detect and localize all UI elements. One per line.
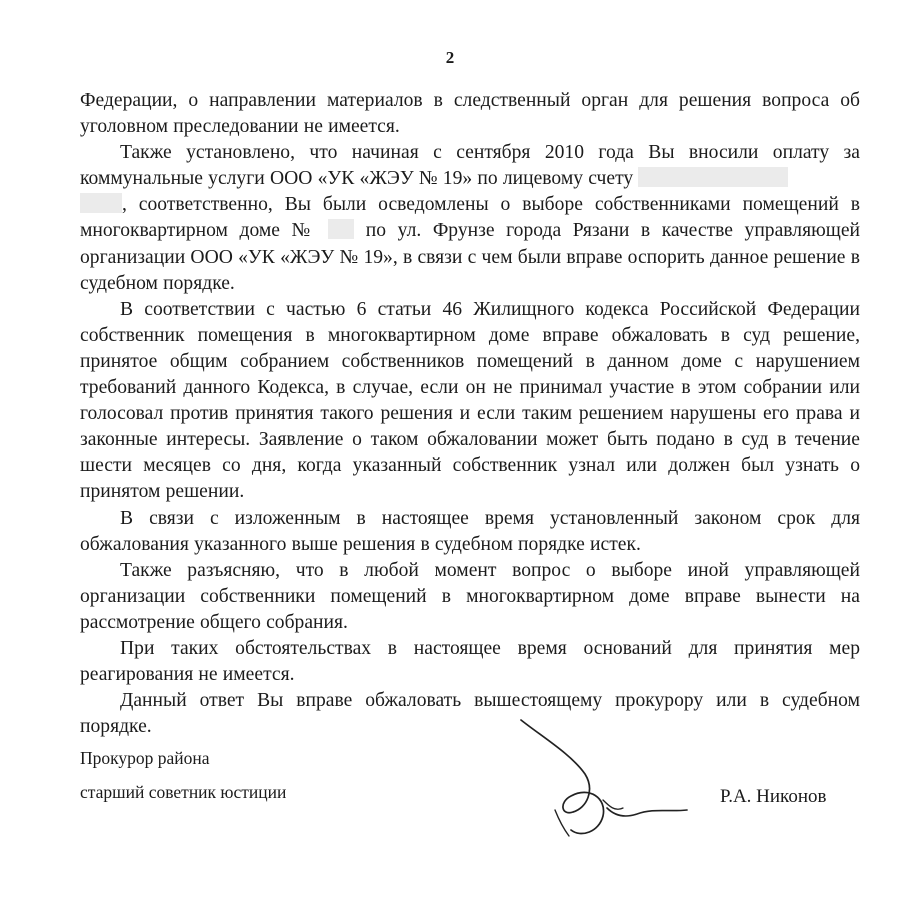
paragraph-4: В связи с изложенным в настоящее время установленный законом срок для обжалования указанного выше решения в судебном порядке истек. (80, 507, 860, 555)
paragraph-5: Также разъясняю, что в любой момент вопрос о выборе иной управляющей организации собственники помещений в многоквартирном доме вправе вынести на рассмотрение общего собрания. (80, 559, 860, 633)
signatory-position: Прокурор района (80, 748, 210, 768)
signatory-rank: старший советник юстиции (80, 782, 287, 802)
page-number: 2 (445, 48, 455, 67)
paragraph-2-part-1: Также установлено, что начиная с сентября 2010 года Вы вносили оплату за коммунальные услуги ООО «УК «ЖЭУ № 19» по лицевому счету (80, 142, 860, 190)
paragraph-1: Федерации, о направлении материалов в следственный орган для решения вопроса об уголовном преследовании не имеется. (80, 90, 860, 138)
paragraph-3: В соответствии с частью 6 статьи 46 Жилищного кодекса Российской Федерации собственник помещения в многоквартирном доме вправе обжаловать в суд решение, принятое общим собранием собственников помещений в данном доме с нарушением требований данного Кодекса, в случае, если он не принимал участие в этом собрании или голосовал против принятия такого решения и если таким решением нарушены его права и законные интересы. Заявление о таком обжаловании может быть подано в суд в течение шести месяцев со дня, когда указанный собственник узнал или должен был узнать о принятом решении. (80, 298, 860, 503)
redacted-account-number-cont (80, 193, 122, 213)
letter-body (80, 88, 860, 740)
paragraph-7: Данный ответ Вы вправе обжаловать вышестоящему прокурору или в судебном порядке. (80, 690, 860, 738)
paragraph-2-part-3: по ул. Фрунзе города Рязани в качестве управляющей организации ООО «УК «ЖЭУ № 19», в связи с чем были вправе оспорить данное решение в судебном порядке. (80, 220, 860, 294)
paragraph-6: При таких обстоятельствах в настоящее время оснований для принятия мер реагирования не имеется. (80, 637, 860, 686)
handwritten-signature (515, 712, 695, 847)
redacted-account-number (638, 167, 788, 187)
paragraph-2 (80, 140, 860, 297)
redacted-house-number (328, 219, 354, 239)
signatory-name: Р.А. Никонов (720, 786, 827, 807)
paragraph-2-part-2: , соответственно, Вы были осведомлены о выборе собственниками помещений в многоквартирном доме № (80, 194, 860, 242)
